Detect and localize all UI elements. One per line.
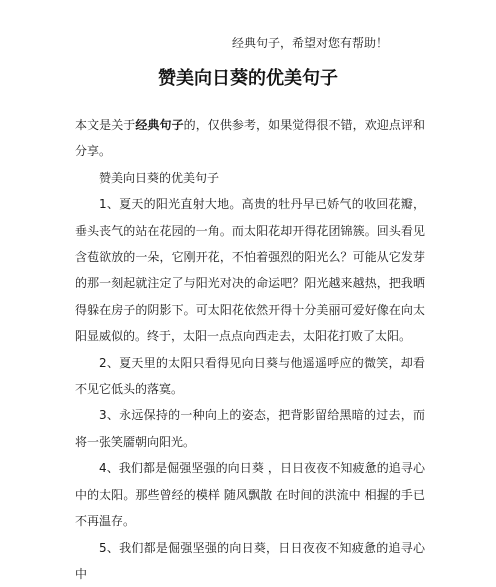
intro-paragraph [75,112,425,165]
page-title: 赞美向日葵的优美句子 [0,66,496,92]
intro-suffix: 的，仅供参考，如果觉得很不错，欢迎点评和分享。 [75,118,425,158]
paragraph-1: 1、夏天的阳光直射大地。高贵的牡丹早已娇气的收回花瓣，垂头丧气的站在花园的一角。而太阳花却开得花团锦簇。回头看见含苞欲放的一朵，它刚开花，不怕着强烈的阳光么？可能从它发芽的那一刻起就注定了与阳光对决的命运吧？阳光越来越热，把我晒得躲在房子的阴影下。可太阳花依然开得十分美丽可爱好像在向太阳显威似的。终于，太阳一点点向西走去，太阳花打败了太阳。 [75,191,425,349]
intro-keyword: 经典句子 [135,118,183,132]
section-heading: 赞美向日葵的优美句子 [75,165,425,191]
paragraph-2: 2、夏天里的太阳只看得见向日葵与他遥遥呼应的微笑，却看不见它低头的落寞。 [75,350,425,403]
article-body [75,112,425,587]
paragraph-5: 5、我们都是倔强坚强的向日葵，日日夜夜不知疲惫的追寻心中 [75,535,425,587]
paragraph-3: 3、永远保持的一种向上的姿态，把背影留给黑暗的过去，而将一张笑靥朝向阳光。 [75,402,425,455]
intro-prefix: 本文是关于 [75,118,135,132]
header-note: 经典句子，希望对您有帮助！ [232,35,388,51]
paragraph-4: 4、我们都是倔强坚强的向日葵 ，日日夜夜不知疲惫的追寻心中的太阳。那些曾经的模样 随风飘散 在时间的洪流中 相握的手已不再温存。 [75,455,425,534]
